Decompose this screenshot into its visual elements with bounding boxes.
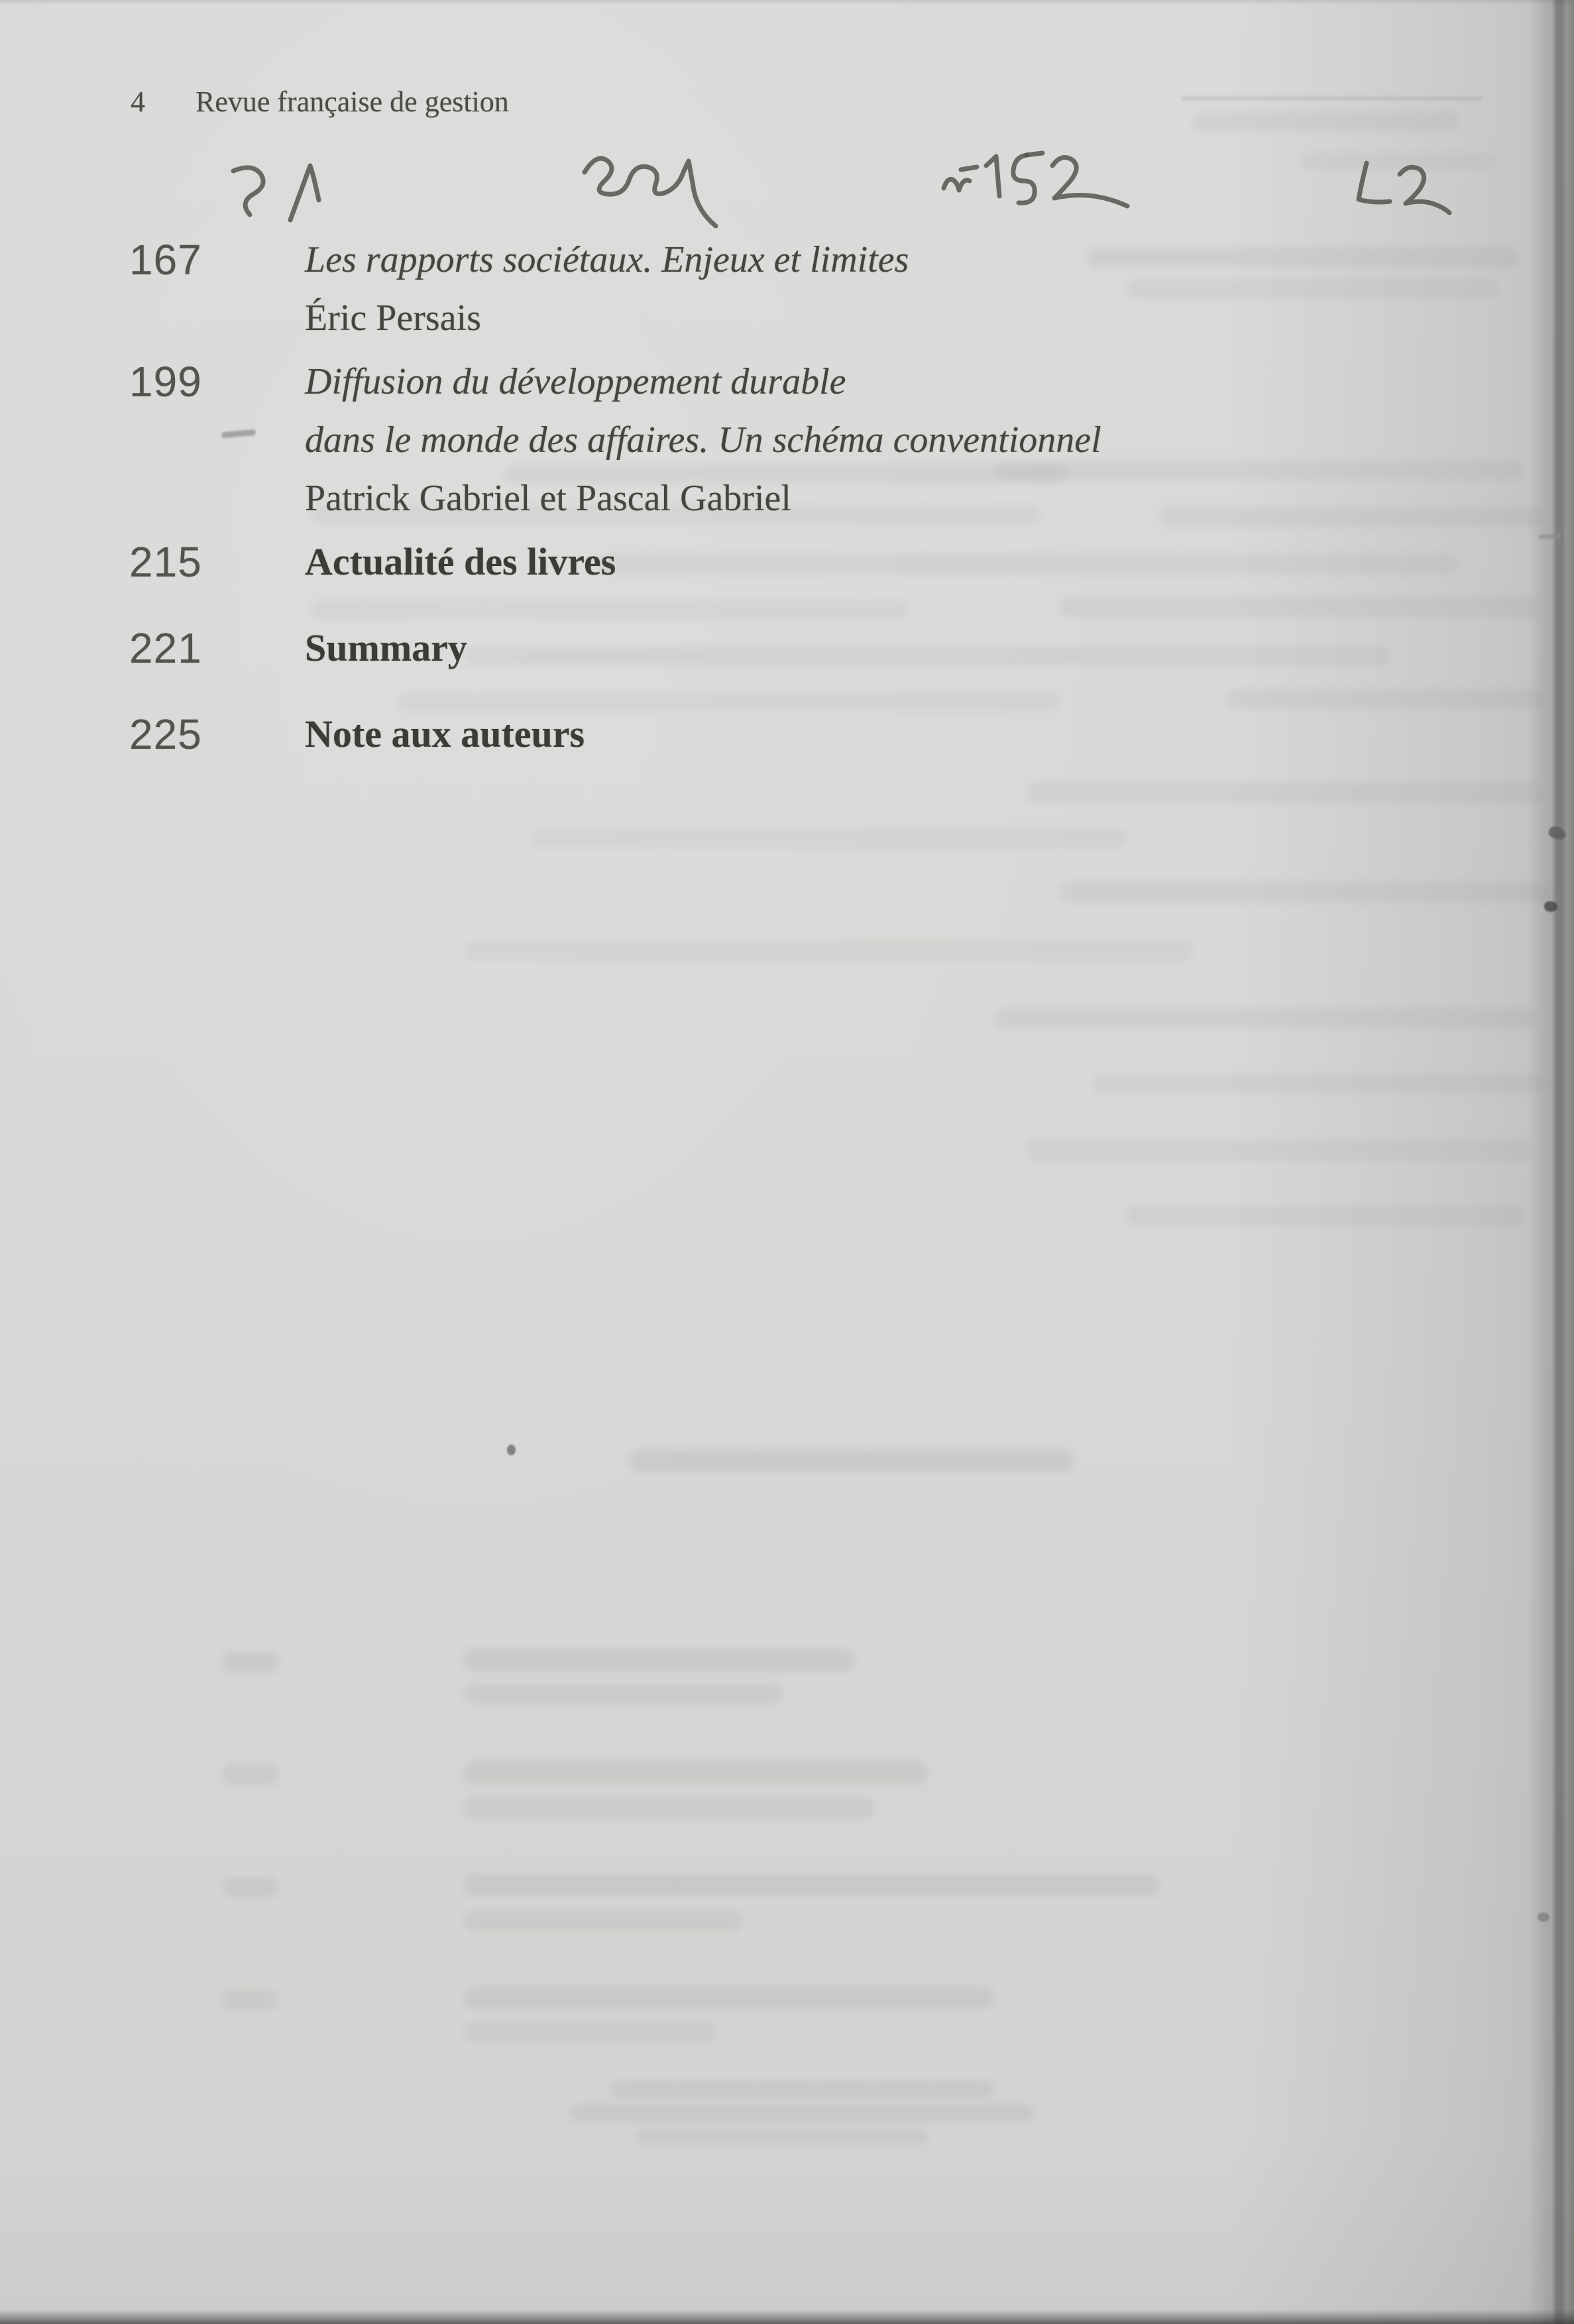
toc-entry-authors: Éric Persais [305, 298, 481, 339]
ghost-showthrough-line [464, 1910, 742, 1931]
ghost-showthrough-line [464, 941, 1193, 961]
ghost-showthrough-line [1127, 278, 1498, 298]
toc-entry-body [305, 705, 1296, 763]
ghost-showthrough-line [464, 2022, 716, 2042]
ghost-showthrough-line [1027, 782, 1544, 803]
ink-speck [1538, 1912, 1549, 1922]
ghost-showthrough-line [1060, 596, 1538, 618]
scan-edge-shadow-top [0, 0, 1574, 5]
ghost-showthrough-line [994, 1007, 1538, 1028]
journal-title: Revue française de gestion [196, 85, 509, 118]
handwritten-annotation-year [585, 158, 716, 226]
ghost-showthrough-line [464, 1987, 994, 2009]
ghost-showthrough-line [1299, 152, 1498, 170]
toc-entry-title-line: Les rapports sociétaux. Enjeux et limites [305, 239, 909, 280]
ghost-showthrough-line [222, 1989, 278, 2011]
ghost-showthrough-line [1160, 507, 1544, 527]
folio-page-number: 4 [131, 85, 145, 118]
handwritten-annotation-top-right [1359, 163, 1449, 213]
ghost-showthrough-line [1060, 881, 1551, 903]
toc-entry-title-line: Note aux auteurs [305, 712, 585, 755]
ghost-showthrough-line [222, 1877, 278, 1898]
scan-edge-shadow-bottom [0, 2309, 1574, 2324]
ghost-showthrough-line [222, 1764, 278, 1785]
toc-entry [129, 705, 1296, 763]
ghost-showthrough-line [311, 505, 1040, 525]
ghost-showthrough-line [464, 1761, 928, 1784]
ink-speck [507, 1445, 516, 1455]
scan-edge-shadow-right [1528, 0, 1574, 2324]
ghost-showthrough-line [596, 553, 1458, 575]
ghost-showthrough-line [464, 1649, 855, 1671]
toc-entry [129, 353, 1296, 527]
toc-entry-authors: Patrick Gabriel et Pascal Gabriel [305, 478, 791, 519]
ghost-showthrough-line [630, 1450, 1074, 1472]
toc-entry-title-line: Summary [305, 626, 467, 669]
ghost-showthrough-line [464, 1874, 1160, 1897]
ghost-showthrough-line [1127, 1206, 1524, 1226]
ghost-showthrough-line [504, 464, 1067, 484]
ghost-showthrough-line [1226, 689, 1544, 709]
handwritten-annotation-top-left [233, 166, 319, 220]
ghost-showthrough-line [1027, 1140, 1531, 1161]
ghost-showthrough-line [610, 2081, 994, 2098]
ghost-showthrough-line [636, 2129, 928, 2144]
ghost-showthrough-line [311, 600, 908, 620]
ghost-showthrough-line [1094, 1074, 1544, 1093]
toc-entry-page-number: 221 [129, 624, 202, 672]
toc-entry-page-number: 225 [129, 710, 202, 758]
ghost-showthrough-line [398, 692, 1060, 711]
toc-entry-title-line: dans le monde des affaires. Un schéma conventionnel [305, 419, 1101, 461]
toc-entry-page-number: 199 [129, 358, 202, 406]
toc-entry-title-line: Actualité des livres [305, 540, 616, 583]
toc-entry-page-number: 215 [129, 538, 202, 586]
ink-speck [1544, 901, 1557, 912]
ghost-showthrough-line [464, 646, 1392, 666]
handwritten-annotation-issue-number [944, 153, 1127, 206]
ghost-showthrough-line [464, 1797, 875, 1818]
ghost-showthrough-line [1087, 247, 1518, 268]
ghost-showthrough-line [570, 2105, 1034, 2122]
ghost-showthrough-line [1181, 97, 1483, 100]
toc-entry-body [305, 353, 1296, 527]
ghost-showthrough-line [994, 461, 1524, 480]
running-head [131, 85, 509, 119]
ghost-showthrough-line [222, 1651, 278, 1673]
toc-entry-page-number: 167 [129, 236, 202, 284]
ghost-showthrough-line [464, 1683, 782, 1704]
ghost-showthrough-line [530, 828, 1127, 848]
toc-entry-title-line: Diffusion du développement durable [305, 361, 846, 402]
ghost-showthrough-line [1193, 111, 1458, 131]
